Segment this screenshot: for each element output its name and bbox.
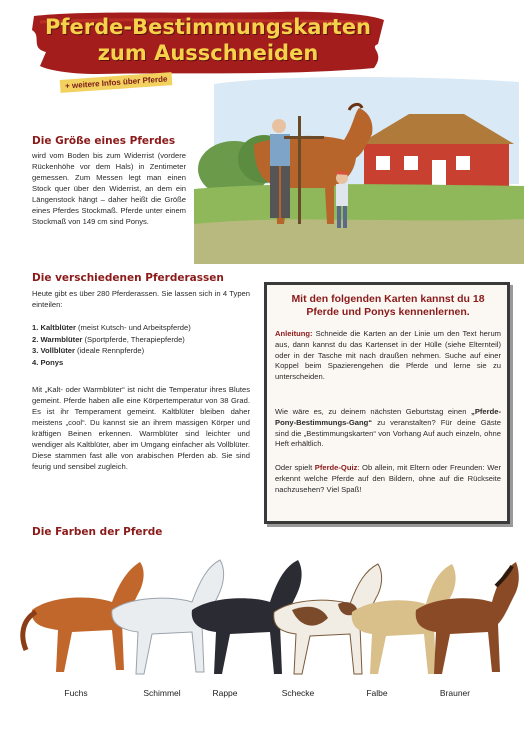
horse-label-rappe: Rappe xyxy=(212,688,238,698)
breeds-heading: Die verschiedenen Pferderassen xyxy=(32,272,224,284)
size-heading: Die Größe eines Pferdes xyxy=(32,135,176,147)
horse-label-schimmel: Schimmel xyxy=(143,688,181,698)
horse-label-falbe: Falbe xyxy=(366,688,388,698)
size-text: wird vom Boden bis zum Widerrist (vordere Rückenhöhe vor dem Hals) in Zentimeter gemessen. Zum Messen legt man einen Stock quer über den Widerrist, an dem ein Längenstock hängt – daher heißt die Größe eines Pferdes Stockmaß. Pferde unter einem Stockmaß von 149 cm sind Ponys. xyxy=(32,151,186,226)
horse-colors-illustration xyxy=(12,540,522,690)
horse-label-brauner: Brauner xyxy=(439,688,471,698)
list-item: 4. Ponys xyxy=(32,357,64,367)
list-item: 1. Kaltblüter (meist Kutsch- und Arbeitspferde) xyxy=(32,323,191,332)
breeds-intro: Heute gibt es über 280 Pferderassen. Sie lassen sich in 4 Typen einteilen: xyxy=(32,289,250,309)
box-title: Mit den folgenden Karten kannst du 18 Pferde und Ponys kennenlernen. xyxy=(291,293,485,318)
page-title: Pferde-Bestimmungskarten zum Ausschneiden xyxy=(44,15,372,65)
box-quiz-text: Oder spielt Pferde-Quiz: Ob allein, mit Eltern oder Freunden: Wer erkennt welche Pferde auf den Bildern, ohne auf die Rückseite nachzusehen? Viel Spaß! xyxy=(275,463,501,494)
list-item: 3. Vollblüter (ideale Rennpferde) xyxy=(32,346,145,355)
box-birthday-text: Wie wäre es, zu deinem nächsten Geburtstag einen „Pferde-Pony-Bestimmungs-Gang“ zu veranstalten? Für deine Gäste sind die „Bestimmungskarten“ von Vorhang Auf auch einzeln, ohne Heft erhältlich. xyxy=(275,407,501,449)
title-banner xyxy=(28,8,388,78)
more-info-tag: + weitere Infos über Pferde xyxy=(60,72,173,93)
colors-heading: Die Farben der Pferde xyxy=(32,526,163,538)
horse-label-fuchs: Fuchs xyxy=(64,688,88,698)
card-instructions-box xyxy=(264,282,510,524)
box-instructions: Anleitung: Schneide die Karten an der Linie um den Text herum aus, dann kannst du das Kartenset in der Hülle (siehe Elternteil) oder in der Tasche mit nach draußen nehmen. Suche auf einer Koppel beim Spazierengehen die Pferde und lerne sie zu unterscheiden. xyxy=(275,329,501,382)
list-item: 2. Warmblüter (Sportpferde, Therapiepferde) xyxy=(32,334,185,344)
horse-label-schecke: Schecke xyxy=(281,688,315,698)
measuring-horse-illustration xyxy=(194,74,524,264)
breeds-text: Mit „Kalt- oder Warmblüter“ ist nicht die Temperatur ihres Blutes gemeint. Pferde haben alle eine Körpertemperatur von 38 Grad. Es ist ihr Temperament gemeint. Kaltblüter bleiben daher meistens „cool“. Du kannst sie an ihrem massigen Körper und kräftigen Beinen erkennen. Warmblüter sind leichter und wendiger als Kaltblüter, aber im Umgang einfacher als Vollblüter. Diese stammen fast alle von arabischen Pferden ab. Sie sind feurig und sensibel zugleich. xyxy=(32,385,250,471)
breed-types-list xyxy=(32,322,250,368)
